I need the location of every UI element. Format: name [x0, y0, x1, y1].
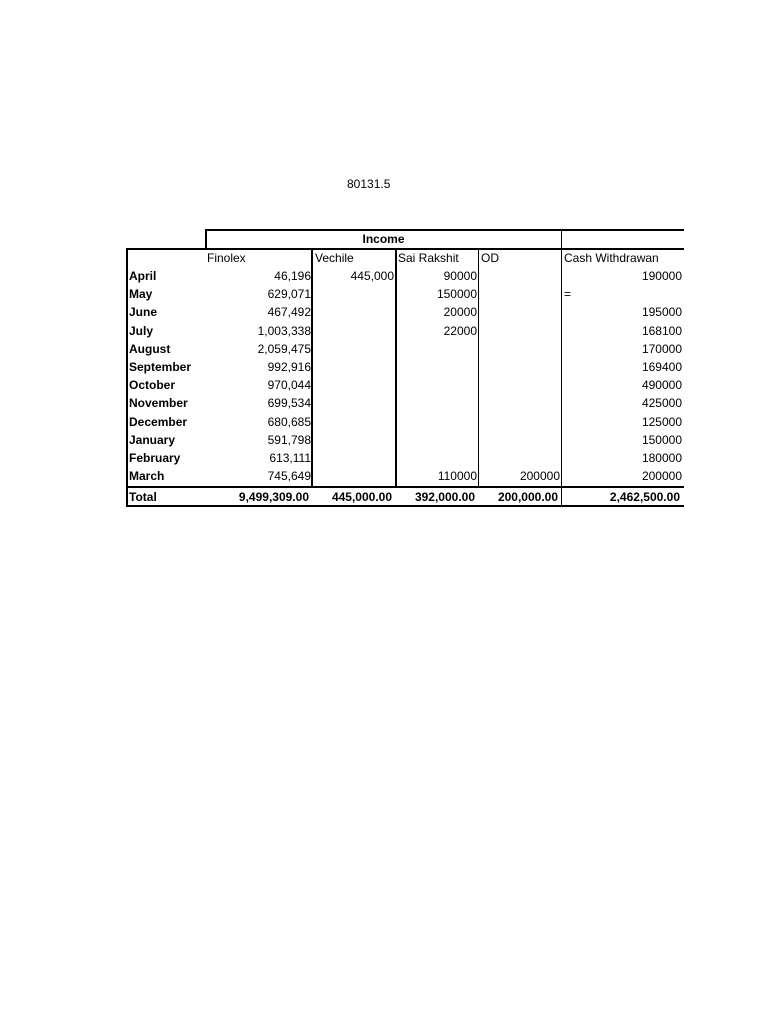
- cell-cash: 195000: [641, 305, 682, 320]
- cell-sai-rakshit: [398, 376, 477, 394]
- cell-sai-rakshit: [398, 340, 477, 358]
- column-header-finolex: Finolex: [207, 251, 246, 265]
- column-header-od: OD: [481, 251, 499, 265]
- total-vechile: 445,000.00: [331, 490, 392, 504]
- cell-cash: 125000: [641, 414, 682, 429]
- cell-od: [481, 340, 560, 358]
- cell-vechile: [315, 322, 394, 340]
- cell-finolex: 680,685: [267, 414, 311, 429]
- cell-finolex: 613,111: [269, 451, 311, 465]
- cell-od: [481, 358, 560, 376]
- row-month-label: December: [129, 414, 188, 429]
- cell-finolex: 2,059,475: [257, 341, 311, 356]
- cell-sai-rakshit: [398, 431, 477, 449]
- cell-finolex: 699,534: [267, 396, 311, 411]
- cell-sai-rakshit: [398, 449, 477, 467]
- cell-vechile: [315, 285, 394, 303]
- cell-od: [481, 376, 560, 394]
- row-month-label: March: [129, 469, 165, 484]
- cell-vechile: [315, 340, 394, 358]
- cell-finolex: 1,003,338: [257, 323, 311, 338]
- cell-vechile: 445,000: [350, 269, 394, 283]
- cell-vechile: [315, 413, 394, 431]
- cell-od: [481, 413, 560, 431]
- row-month-label: June: [129, 305, 158, 320]
- income-box-top: [205, 229, 684, 231]
- income-box-left: [205, 229, 207, 249]
- total-top-border: [126, 486, 684, 488]
- cell-cash: =: [564, 287, 572, 302]
- cell-od: [481, 285, 560, 303]
- total-label: Total: [129, 490, 157, 504]
- cell-od: [481, 322, 560, 340]
- cell-cash: 180000: [641, 451, 682, 465]
- cell-cash: 168100: [641, 323, 682, 338]
- row-month-label: September: [129, 360, 192, 374]
- cell-sai-rakshit: 22000: [443, 323, 477, 338]
- cell-finolex: 46,196: [274, 269, 311, 283]
- cell-sai-rakshit: [398, 394, 477, 412]
- col-sep-sai: [395, 249, 397, 488]
- cell-vechile: [315, 394, 394, 412]
- cell-vechile: [315, 449, 394, 467]
- cell-vechile: [315, 376, 394, 394]
- cell-od: [481, 267, 560, 285]
- cell-vechile: [315, 431, 394, 449]
- column-header-sai-rakshit: Sai Rakshit: [398, 251, 459, 265]
- col-sep-cash: [561, 249, 562, 507]
- column-header-vechile: Vechile: [315, 251, 354, 265]
- total-sai-rakshit: 392,000.00: [414, 490, 475, 504]
- cell-cash: 490000: [641, 378, 682, 393]
- cell-sai-rakshit: [398, 358, 477, 376]
- cell-finolex: 591,798: [267, 432, 311, 447]
- cell-od: 200000: [519, 469, 560, 484]
- col-sep-vechile: [311, 249, 313, 488]
- cell-sai-rakshit: 110000: [437, 469, 477, 484]
- cell-od: [481, 431, 560, 449]
- cell-sai-rakshit: 90000: [443, 269, 477, 283]
- row-month-label: October: [129, 378, 176, 393]
- cell-od: [481, 394, 560, 412]
- row-month-label: November: [129, 396, 188, 411]
- cell-cash: 169400: [641, 360, 682, 374]
- cell-vechile: [315, 303, 394, 321]
- cell-cash: 170000: [641, 341, 682, 356]
- total-finolex: 9,499,309.00: [238, 490, 309, 504]
- cell-finolex: 629,071: [267, 287, 311, 302]
- cell-finolex: 970,044: [267, 378, 311, 393]
- cell-vechile: [315, 358, 394, 376]
- cell-cash: 425000: [641, 396, 682, 411]
- row-month-label: January: [129, 432, 176, 447]
- row-month-label: February: [129, 451, 181, 465]
- row-month-label: April: [129, 269, 157, 283]
- cell-sai-rakshit: 20000: [443, 305, 477, 320]
- row-month-label: August: [129, 341, 171, 356]
- cell-sai-rakshit: [398, 413, 477, 431]
- top-value: 80131.5: [347, 177, 391, 191]
- cell-cash: 190000: [641, 269, 682, 283]
- income-group-header: Income: [362, 232, 405, 246]
- row-month-label: May: [129, 287, 153, 302]
- col-sep-od: [478, 249, 479, 488]
- cell-finolex: 467,492: [267, 305, 311, 320]
- cell-finolex: 745,649: [267, 469, 311, 484]
- table-top-border: [126, 248, 684, 250]
- cell-od: [481, 449, 560, 467]
- total-bottom-border: [126, 505, 684, 507]
- table-left-border: [126, 248, 128, 507]
- total-cash: 2,462,500.00: [609, 490, 680, 504]
- column-header-cash-withdrawan: Cash Withdrawan: [564, 251, 659, 265]
- cell-cash: 200000: [641, 469, 682, 484]
- row-month-label: July: [129, 323, 154, 338]
- total-od: 200,000.00: [497, 490, 558, 504]
- cell-vechile: [315, 467, 394, 485]
- cell-sai-rakshit: 150000: [436, 287, 477, 302]
- cell-finolex: 992,916: [267, 360, 311, 374]
- cell-cash: 150000: [641, 432, 682, 447]
- income-box-right: [561, 229, 562, 249]
- cell-od: [481, 303, 560, 321]
